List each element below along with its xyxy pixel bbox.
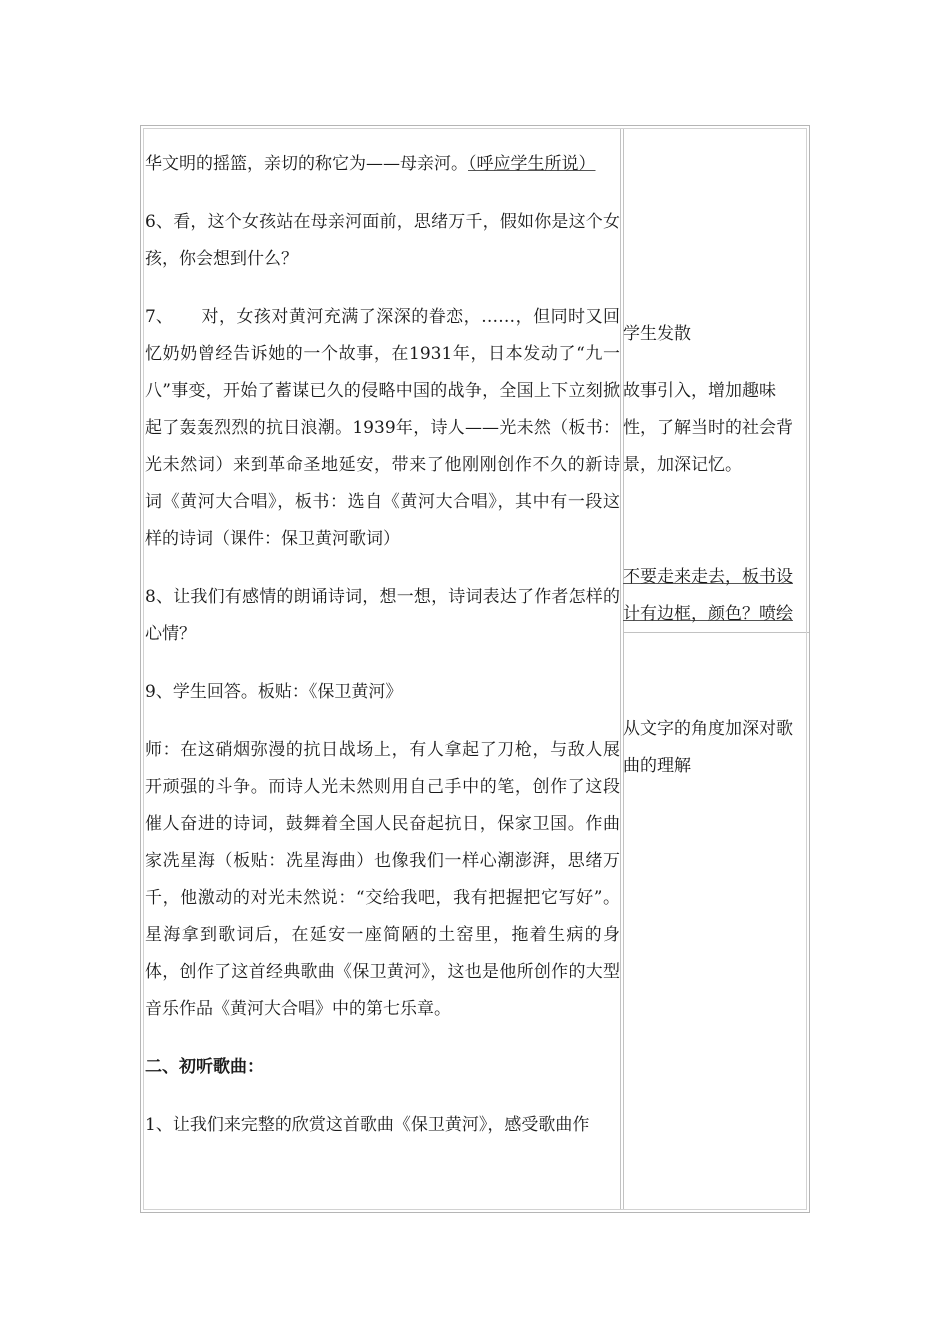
step-7	[145, 299, 620, 558]
note-story-intro: 故事引入，增加趣味性，了解当时的社会背景，加深记忆。	[623, 381, 793, 475]
paragraph-mother-river	[145, 146, 620, 183]
note-board-design: 不要走来走去，板书设计有边框，颜色？喷绘	[623, 567, 793, 624]
lesson-plan-table	[140, 125, 810, 1213]
side-row-divider	[623, 632, 809, 634]
step-7-text: 对，女孩对黄河充满了深深的眷恋，……，但同时又回忆奶奶曾经告诉她的一个故事，在1931年，日本发动了“九一八”事变，开始了蓄谋已久的侵略中国的战争，全国上下立刻掀起了轰轰烈烈的抗日浪潮。1939年，诗人——光未然（板书：光未然词）来到革命圣地延安，带来了他刚刚创作不久的新诗词《黄河大合唱》，板书：选自《黄河大合唱》，其中有一段这样的诗词（课件：保卫黄河歌词）	[145, 307, 620, 549]
step-6: 6、看，这个女孩站在母亲河面前，思绪万千，假如你是这个女孩，你会想到什么？	[145, 212, 620, 269]
teaching-process-column	[145, 146, 620, 1144]
teacher-narration: 师：在这硝烟弥漫的抗日战场上，有人拿起了刀枪，与敌人展开顽强的斗争。而诗人光未然则用自己手中的笔，创作了这段催人奋进的诗词，鼓舞着全国人民奋起抗日，保家卫国。作曲家冼星海（板贴：冼星海曲）也像我们一样心潮澎湃，思绪万千，他激动的对光未然说：“交给我吧，我有把握把它写好”。星海拿到歌词后，在延安一座简陋的土窑里，拖着生病的身体，创作了这首经典歌曲《保卫黄河》，这也是他所创作的大型音乐作品《黄河大合唱》中的第七乐章。	[145, 740, 620, 1019]
note-text-perspective: 从文字的角度加深对歌曲的理解	[623, 719, 793, 776]
step-8: 8、让我们有感情的朗诵诗词，想一想，诗词表达了作者怎样的心情？	[145, 587, 620, 644]
step-7-number: 7、	[145, 307, 173, 327]
step-9: 9、学生回答。板贴：《保卫黄河》	[145, 682, 403, 702]
listen-step-1: 1、让我们来完整的欣赏这首歌曲《保卫黄河》，感受歌曲作	[145, 1115, 590, 1135]
design-intent-column	[623, 126, 809, 1212]
note-student-divergence: 学生发散	[623, 324, 691, 344]
section-heading-first-listen: 二、初听歌曲：	[145, 1057, 264, 1077]
paragraph-mother-river-text: 华文明的摇篮，亲切的称它为——母亲河。	[145, 154, 468, 174]
echo-students-note: （呼应学生所说）	[468, 154, 596, 174]
